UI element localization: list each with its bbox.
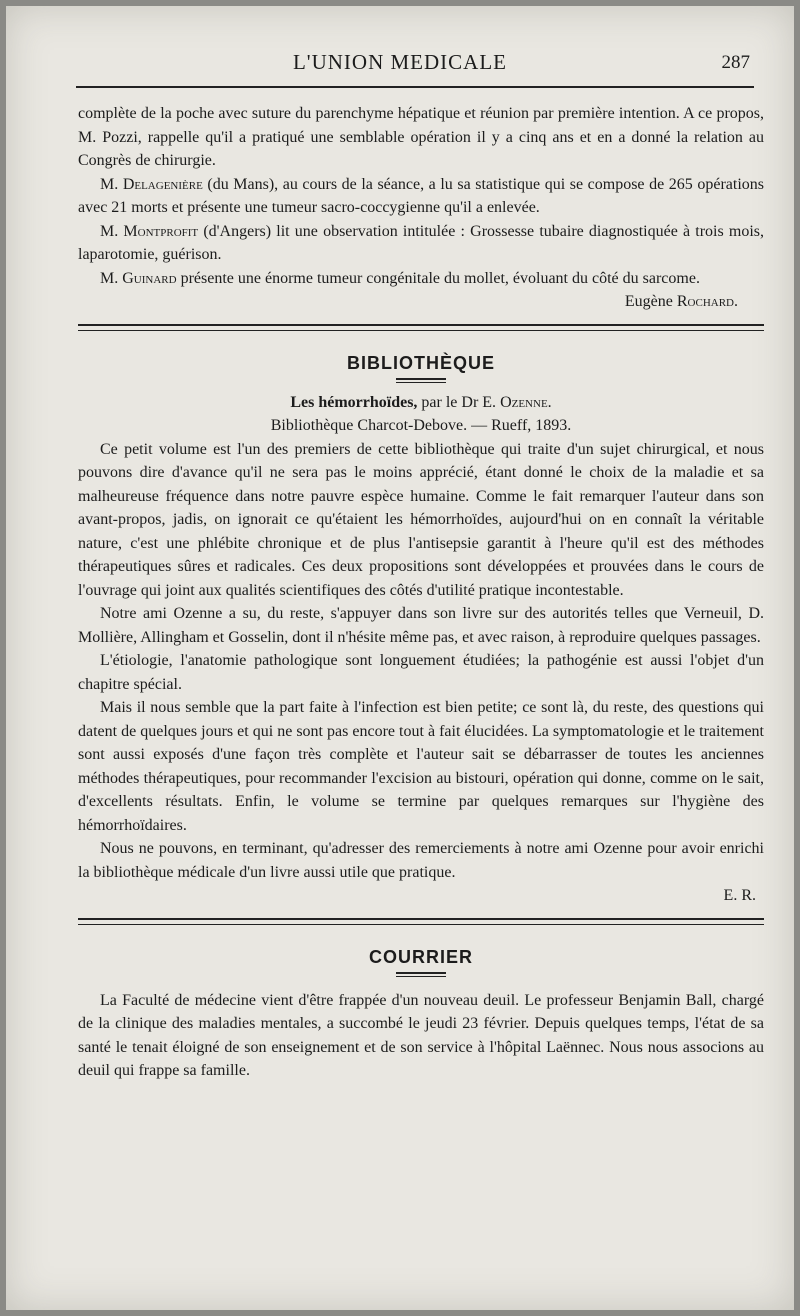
review-initials: E. R.: [723, 887, 756, 904]
review-paragraph: Ce petit volume est l'un des premiers de cette bibliothèque qui traite d'un sujet chirurgical, et nous pouvons dire d'avance qu'il ne sera pas le moins apprécié, étant donné le choix de la maladie et sa malheureuse fréquence dans notre pauvre espèce humaine. Comme le fait remarquer l'auteur dans son avant-propos, jadis, on ignorait ce qu'étaient les hémorrhoïdes, aujourd'hui on en connaît la véritable nature, c'est une phlébite chronique et de plus l'antisepsie garantit à l'heure qu'il est des méthodes thérapeutiques sûres et radicales. Ces deux propositions sont développées et prouvées dans le cours de l'ouvrage qui joint aux qualités scientifiques des côtés d'utilité pratique incontestable.: [78, 440, 764, 599]
title-ornament-rule: [396, 378, 446, 383]
review-paragraph: L'étiologie, l'anatomie pathologique sont longuement étudiées; la pathogénie est aussi l'objet d'un chapitre spécial.: [78, 652, 764, 693]
title-ornament-rule: [396, 972, 446, 977]
author-signature: Eugène Rochard.: [624, 293, 738, 310]
paragraph-montprofit: M. Montprofit (d'Angers) lit une observation intitulée : Grossesse tubaire diagnostiquée à trois mois, laparotomie, guérison.: [78, 222, 765, 263]
book-author: Ozenne.: [500, 393, 552, 411]
section-title-courrier: COURRIER: [368, 946, 473, 967]
courrier-paragraph: La Faculté de médecine vient d'être frappée d'un nouveau deuil. Le professeur Benjamin Ball, chargé de la clinique des maladies mentales, a succombé le jeudi 23 février. Depuis quelques temps, l'état de sa santé le tenait éloigné de son enseignement et de son service à l'hôpital Laënnec. Nous nous associons au deuil qui frappe sa famille.: [78, 991, 764, 1079]
journal-title: L'UNION MEDICALE: [292, 50, 507, 74]
person-name: Guinard: [122, 269, 177, 287]
review-paragraph: Nous ne pouvons, en terminant, qu'adresser des remerciements à notre ami Ozenne pour avoir enrichi la bibliothèque médicale d'un livre aussi utile que pratique.: [78, 840, 764, 881]
section-divider: [78, 324, 764, 331]
header-rule: [76, 86, 754, 88]
continued-paragraph: complète de la poche avec suture du parenchyme hépatique et réunion par première intention. A ce propos, M. Pozzi, rappelle qu'il a pratiqué une semblable opération il y a cinq ans et en a donné la relation au Congrès de chirurgie.: [78, 105, 764, 169]
running-head: [6, 50, 794, 78]
review-paragraph: Notre ami Ozenne a su, du reste, s'appuyer dans son livre sur des autorités telles que Verneuil, D. Mollière, Allingham et Gosselin, dont il n'hésite même pas, et avec raison, à reproduire quelques passages.: [78, 605, 764, 646]
person-name: Montprofit: [123, 222, 199, 240]
scanned-page: [6, 6, 794, 1310]
person-name: Delagenière: [122, 175, 203, 193]
book-title: Les hémorrhoïdes,: [290, 393, 418, 411]
section-divider: [78, 918, 764, 925]
page-number: 287: [721, 52, 750, 73]
book-publisher: Bibliothèque Charcot-Debove. — Rueff, 1893.: [270, 417, 572, 434]
page-body: [78, 102, 764, 1083]
paragraph-guinard: M. Guinard présente une énorme tumeur congénitale du mollet, évoluant du côté du sarcome.: [100, 269, 700, 287]
review-paragraph: Mais il nous semble que la part faite à l'infection est bien petite; ce sont là, du reste, des questions qui datent de quelques jours et qui ne sont pas encore tout à fait élucidées. La symptomatologie et le traitement sont aussi exposés d'une façon très complète et l'auteur sait se débarrasser de toutes les anciennes méthodes thérapeutiques, pour recommander l'excision au bistouri, opération qui donne, comme on le sait, d'excellents résultats. Enfin, le volume se termine par quelques remarques sur l'hygiène des hémorrhoïdaires.: [78, 699, 764, 834]
paragraph-delageniere: M. Delagenière (du Mans), au cours de la séance, a lu sa statistique qui se compose de 265 opérations avec 21 morts et présente une tumeur sacro-coccygienne qu'il a enlevée.: [78, 175, 765, 216]
book-title-line: Les hémorrhoïdes, par le Dr E. Ozenne.: [290, 393, 552, 411]
section-title-bibliotheque: BIBLIOTHÈQUE: [346, 352, 495, 373]
